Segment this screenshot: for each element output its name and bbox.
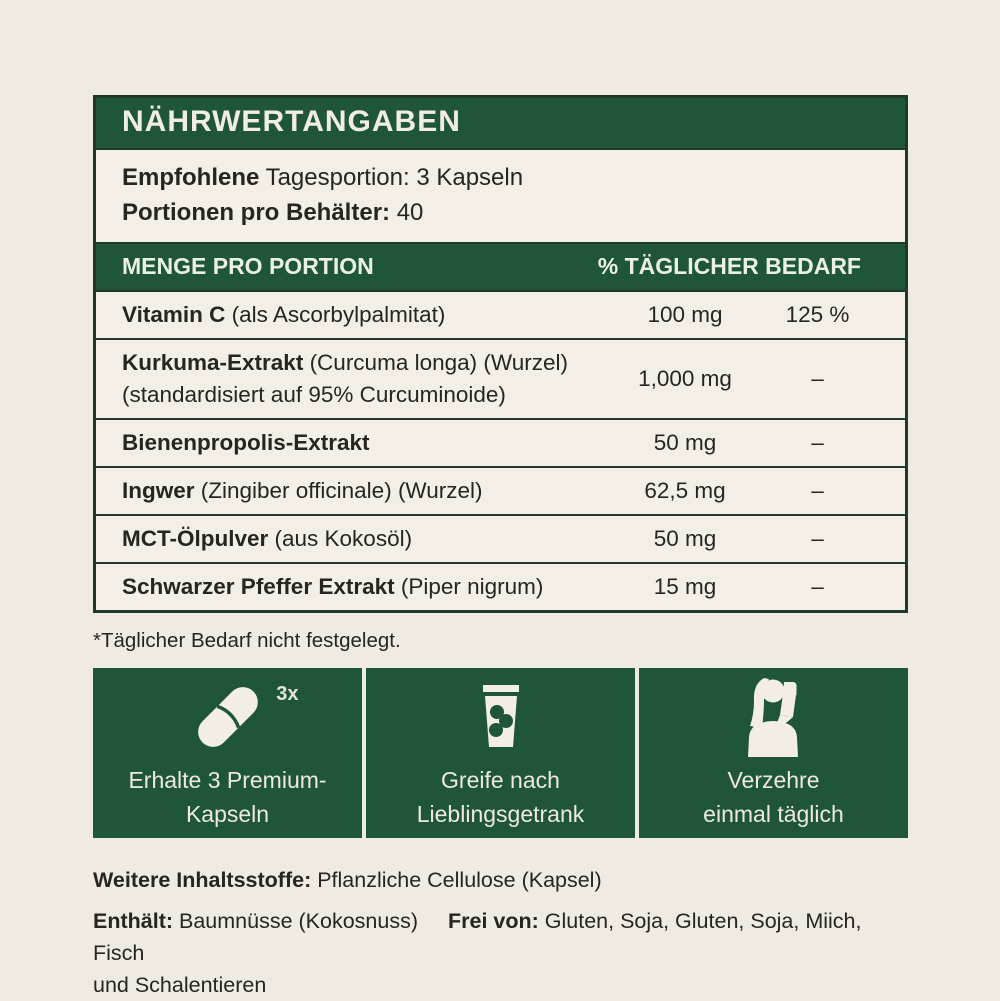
daily-value: 125 % [785, 302, 850, 327]
usage-instruction-cards [93, 668, 908, 838]
table-row: Ingwer (Zingiber officinale) (Wurzel) 62,5 mg – [96, 466, 905, 514]
amount-value: 1,000 mg [638, 366, 732, 391]
table-column-headers [96, 242, 905, 290]
panel-title: NÄHRWERTANGABEN [96, 98, 905, 148]
daily-value: – [811, 430, 824, 455]
other-ingredients-line: Weitere Inhaltsstoffe: Pflanzliche Cellulose (Kapsel) [93, 868, 602, 892]
nutrition-label [93, 95, 908, 1001]
serving-size-line: Empfohlene Tagesportion: 3 Kapseln [122, 164, 524, 191]
amount-value: 100 mg [647, 302, 723, 327]
usage-card-capsules [93, 668, 362, 838]
daily-value: – [811, 526, 824, 551]
daily-value-column-header: % TÄGLICHER BEDARF [597, 253, 861, 279]
glass-icon [463, 679, 539, 755]
card-label: Greife nach Lieblingsgetrank [416, 767, 585, 827]
amount-value: 50 mg [653, 526, 717, 551]
amount-value: 62,5 mg [644, 478, 726, 503]
table-row: Vitamin C (als Ascorbylpalmitat) 100 mg 125 % [96, 290, 905, 338]
usage-card-daily [639, 668, 908, 838]
card-label: Verzehre einmal täglich [703, 767, 844, 827]
capsule-icon [187, 676, 269, 758]
daily-value: – [811, 574, 824, 599]
allergen-info: Enthält: Baumnüsse (Kokosnuss) Frei von: Gluten, Soja, Gluten, Soja, Miich, Fisch und Schalentieren [93, 909, 862, 997]
amount-value: 15 mg [653, 574, 717, 599]
serving-info [96, 148, 905, 242]
card-label: Erhalte 3 Premium- Kapseln [128, 767, 327, 827]
usage-card-drink [366, 668, 635, 838]
table-row: Kurkuma-Extrakt (Curcuma longa) (Wurzel) (standardisiert auf 95% Curcuminoide) 1,000 mg – [96, 338, 905, 418]
amount-value: 50 mg [653, 430, 717, 455]
daily-value: – [811, 478, 824, 503]
servings-per-container-line: Portionen pro Behälter: 40 [122, 199, 424, 226]
woman-drinking-icon [734, 675, 814, 759]
table-row: Schwarzer Pfeffer Extrakt (Piper nigrum) 15 mg – [96, 562, 905, 610]
daily-value-footnote: *Täglicher Bedarf nicht festgelegt. [93, 629, 401, 652]
table-row: Bienenpropolis-Extrakt 50 mg – [96, 418, 905, 466]
nutrition-facts-panel [93, 95, 908, 613]
daily-value: – [811, 366, 824, 391]
capsule-count-badge: 3x [276, 683, 299, 705]
table-row: MCT-Ölpulver (aus Kokosöl) 50 mg – [96, 514, 905, 562]
amount-column-header: MENGE PRO PORTION [122, 253, 374, 279]
